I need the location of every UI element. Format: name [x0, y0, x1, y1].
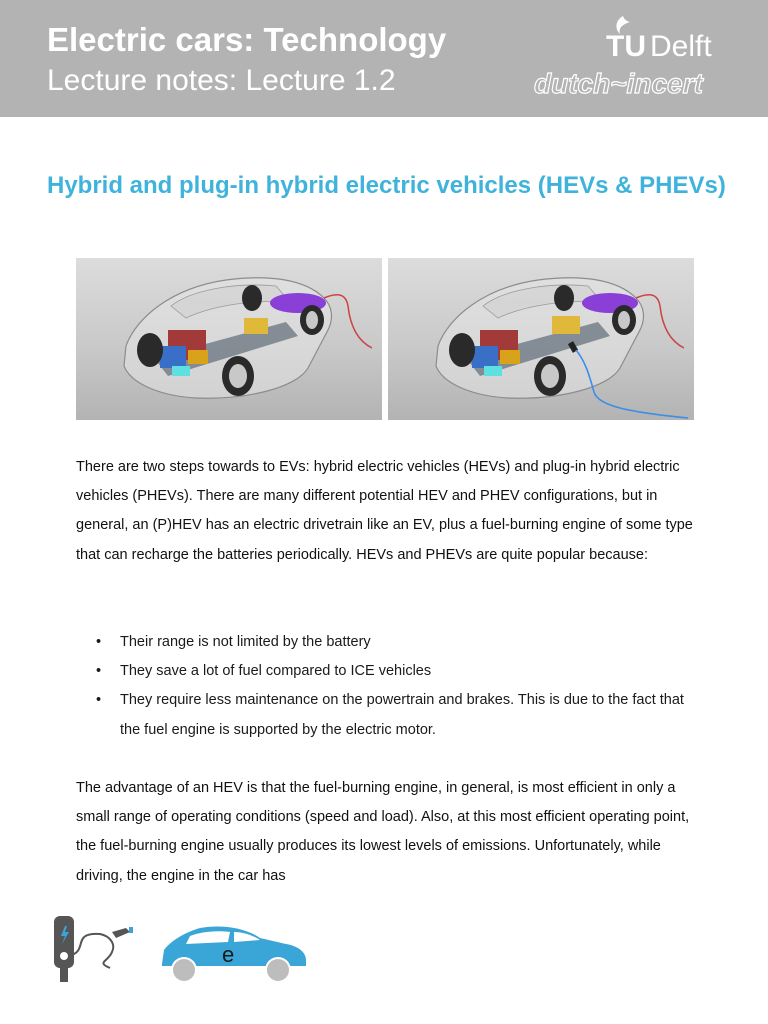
list-item: • They require less maintenance on the powertrain and brakes. This is due to the fact that the fuel engine is supported by the electric motor. [96, 686, 696, 744]
list-item: • They save a lot of fuel compared to ICE vehicles [96, 657, 696, 686]
phev-illustration [388, 258, 694, 420]
footer-illustration [50, 912, 330, 992]
charging-station-icon [54, 916, 133, 982]
section-heading: Hybrid and plug-in hybrid electric vehicles (HEVs & PHEVs) [47, 172, 726, 199]
electric-car-icon [162, 926, 306, 983]
header-banner [0, 0, 768, 117]
svg-text:TU: TU [606, 30, 646, 63]
advantage-paragraph: The advantage of an HEV is that the fuel-burning engine, in general, is most efficient in only a small range of operating conditions (speed and load). Also, at this most efficient operating point, the fuel-burning engine usually produces its lowest levels of emissions. Unfortunately, while driving, the engine in the car has [76, 780, 690, 884]
tudelft-logo [520, 10, 750, 110]
benefits-list [96, 628, 696, 745]
lecture-subtitle: Lecture notes: Lecture 1.2 [47, 64, 396, 97]
car-badge-label: e [222, 942, 235, 967]
list-item: • Their range is not limited by the battery [96, 628, 696, 657]
svg-text:Delft: Delft [650, 30, 712, 63]
course-title: Electric cars: Technology [47, 21, 447, 58]
institution-logos [520, 10, 750, 110]
hev-illustration [76, 258, 382, 420]
svg-text:dutch~incert: dutch~incert [534, 68, 703, 99]
intro-paragraph: There are two steps towards to EVs: hybrid electric vehicles (HEVs) and plug-in hybrid electric vehicles (PHEVs). There are many different potential HEV and PHEV configurations, but in general, an (P)HEV has an electric drivetrain like an EV, plus a fuel-burning engine of some type that can recharge the batteries periodically. HEVs and PHEVs are quite popular because: [76, 459, 693, 563]
